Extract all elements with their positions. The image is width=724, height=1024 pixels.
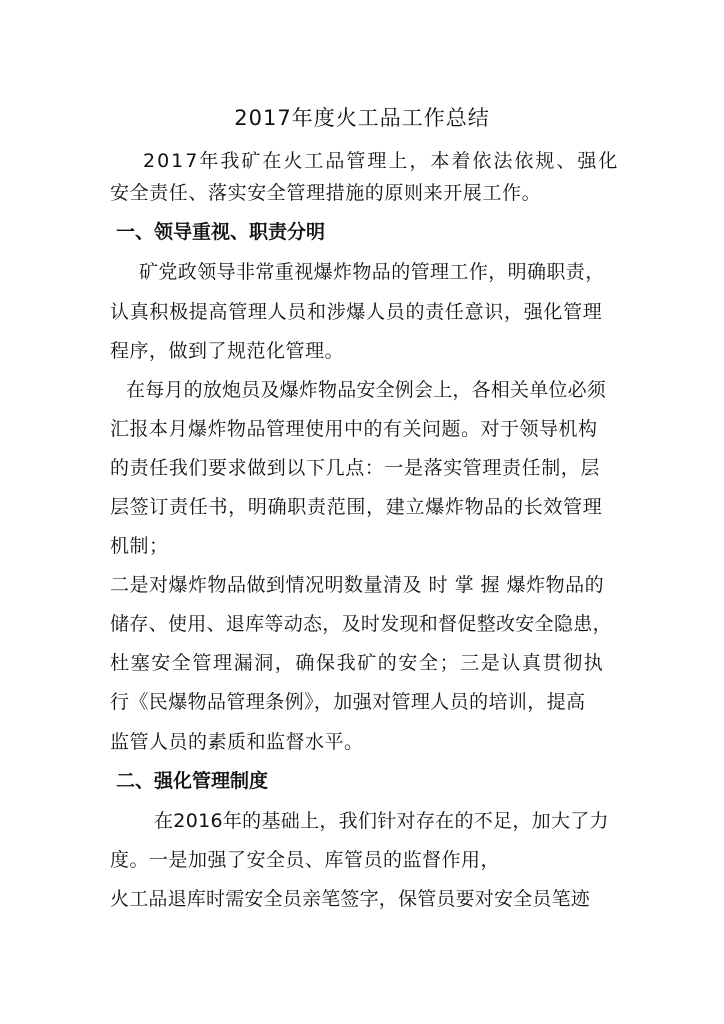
paragraph-line: 监管人员的素质和监督水平。 [110, 731, 364, 753]
section-heading: 二、强化管理制度 [116, 770, 269, 792]
paragraph-line: 二是对爆炸物品做到情况明数量清及 时 掌 握 爆炸物品的 [110, 574, 605, 596]
paragraph-line: 汇报本月爆炸物品管理使用中的有关问题。对于领导机构 [110, 418, 598, 440]
paragraph-line: 的责任我们要求做到以下几点：一是落实管理责任制，层 [110, 457, 601, 479]
paragraph-line: 杜塞安全管理漏洞，确保我矿的安全；三是认真贯彻执 [110, 652, 605, 674]
paragraph-line: 认真积极提高管理人员和涉爆人员的责任意识，强化管理 [110, 301, 603, 323]
paragraph-line: 在2016年的基础上，我们针对存在的不足，加大了力 [154, 810, 609, 832]
section-heading: 一、领导重视、职责分明 [116, 221, 326, 243]
paragraph-line: 2017年我矿在火工品管理上，本着依法依规、强化 [143, 150, 620, 172]
paragraph-line: 机制； [110, 535, 169, 557]
paragraph-line: 度。一是加强了安全员、库管员的监督作用， [110, 849, 501, 871]
paragraph-line: 在每月的放炮员及爆炸物品安全例会上，各相关单位必须 [126, 379, 607, 401]
document-title: 2017年度火工品工作总结 [234, 106, 490, 130]
paragraph-line: 储存、使用、退库等动态，及时发现和督促整改安全隐患， [110, 613, 612, 635]
paragraph-line: 安全责任、落实安全管理措施的原则来开展工作。 [110, 182, 542, 204]
paragraph-line: 火工品退库时需安全员亲笔签字，保管员要对安全员笔迹 [110, 888, 591, 910]
paragraph-line: 层签订责任书，明确职责范围，建立爆炸物品的长效管理 [110, 496, 603, 518]
paragraph-line: 行《民爆物品管理条例》，加强对管理人员的培训，提高 [110, 691, 586, 713]
paragraph-line: 程序，做到了规范化管理。 [110, 340, 345, 362]
paragraph-line: 矿党政领导非常重视爆炸物品的管理工作，明确职责， [139, 261, 605, 283]
